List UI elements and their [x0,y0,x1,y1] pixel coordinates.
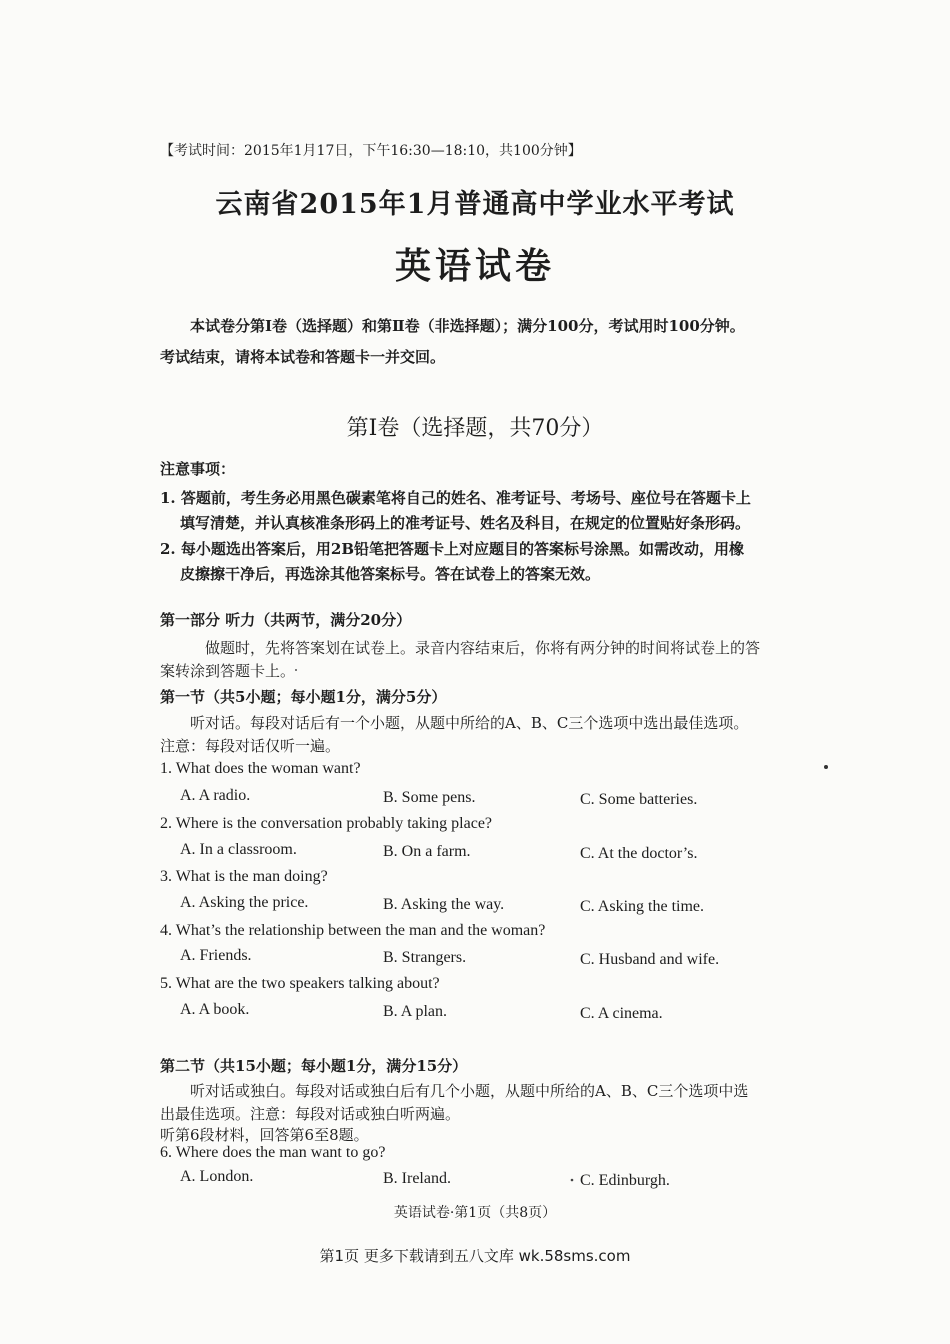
section1-desc-line-1: 听对话。每段对话后有一个小题，从题中所给的A、B、C三个选项中选出最佳选项。 [190,714,749,732]
question-4: 4. What’s the relationship between the man and the woman? [160,922,546,939]
question-6-option-c: C. Edinburgh. [580,1172,670,1189]
notice-heading: 注意事项： [160,460,236,478]
section2-material: 听第6段材料，回答第6至8题。 [160,1126,369,1144]
question-2-option-b: B. On a farm. [383,843,471,860]
question-5-option-a: A. A book. [180,1001,250,1018]
intro-line-2: 考试结束，请将本试卷和答题卡一并交回。 [160,348,446,366]
part1-title: 第Ⅰ卷（选择题，共70分） [346,416,604,441]
subject-title: 英语试卷 [394,245,555,287]
question-5-option-b: B. A plan. [383,1003,448,1020]
listening-desc-line-2: 案转涂到答题卡上。 [160,662,296,680]
question-6: 6. Where does the man want to go? [160,1144,386,1161]
question-5: 5. What are the two speakers talking about? [160,975,440,992]
section1-desc-line-2: 注意：每段对话仅听一遍。 [160,737,341,755]
question-4-option-b: B. Strangers. [383,949,467,966]
question-4-option-a: A. Friends. [180,947,252,964]
question-5-option-c: C. A cinema. [580,1005,663,1022]
question-3-option-b: B. Asking the way. [383,896,505,913]
section2-desc-line-1: 听对话或独白。每段对话或独白后有几个小题，从题中所给的A、B、C三个选项中选 [190,1082,749,1100]
notice-item-1-line-1: 1. 答题前，考生务必用黑色碳素笔将自己的姓名、准考证号、考场号、座位号在答题卡上 [160,489,751,507]
question-1-option-b: B. Some pens. [383,789,476,806]
page-footer: 英语试卷·第1页（共8页） [393,1205,557,1221]
scan-speck [571,1179,574,1182]
province-title: 云南省2015年1月普通高中学业水平考试 [215,189,735,220]
question-3: 3. What is the man doing? [160,868,328,885]
section1-heading: 第一节（共5小题；每小题1分，满分5分） [160,688,447,706]
intro-line-1: 本试卷分第Ⅰ卷（选择题）和第Ⅱ卷（非选择题）；满分100分，考试用时100分钟。 [190,317,745,335]
question-4-option-c: C. Husband and wife. [580,951,720,968]
notice-item-2-line-2: 皮擦擦干净后，再选涂其他答案标号。答在试卷上的答案无效。 [180,565,601,583]
question-2: 2. Where is the conversation probably taking place? [160,815,493,832]
question-6-option-b: B. Ireland. [383,1170,451,1187]
question-2-option-c: C. At the doctor’s. [580,845,698,862]
question-3-option-c: C. Asking the time. [580,898,704,915]
section2-heading: 第二节（共15小题；每小题1分，满分15分） [160,1057,468,1075]
exam-time: 【考试时间：2015年1月17日，下午16:30—18:10，共100分钟】 [160,143,582,159]
question-1-option-a: A. A radio. [180,787,251,804]
question-6-option-a: A. London. [180,1168,254,1185]
scan-speck [824,765,828,769]
section2-desc-line-2: 出最佳选项。注意：每段对话或独白听两遍。 [160,1105,461,1123]
notice-item-2-line-1: 2. 每小题选出答案后，用2B铅笔把答题卡上对应题目的答案标号涂黑。如需改动，用橡 [160,540,745,558]
listening-heading: 第一部分 听力（共两节，满分20分） [160,611,412,629]
question-1-option-c: C. Some batteries. [580,791,698,808]
listening-desc-line-1: 做题时，先将答案划在试卷上。录音内容结束后，你将有两分钟的时间将试卷上的答 [205,639,761,657]
source-footer: 第1页 更多下载请到五八文库 wk.58sms.com [319,1247,631,1265]
question-2-option-a: A. In a classroom. [180,841,297,858]
question-1: 1. What does the woman want? [160,760,361,777]
question-3-option-a: A. Asking the price. [180,894,309,911]
scan-speck [295,669,297,671]
notice-item-1-line-2: 填写清楚，并认真核准条形码上的准考证号、姓名及科目，在规定的位置贴好条形码。 [180,514,751,532]
